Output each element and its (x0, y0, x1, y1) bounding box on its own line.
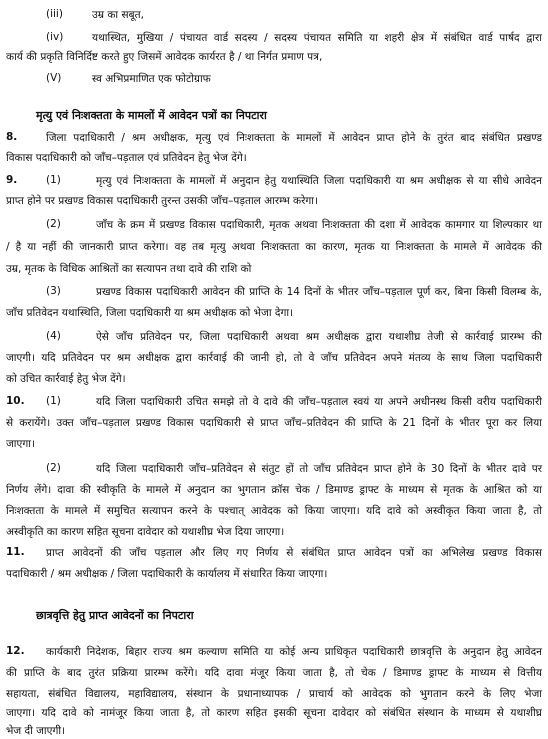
para-8-number: 8. (6, 131, 18, 143)
para-10-2-line-3: निःशक्तता के मामले में समुचित सत्यापन करने के पश्चात् आवेदक को किया जाएगा। यदि दावे को अस्वीकृत किया जाता है, तो (6, 505, 542, 517)
para-10-2-line-1: यदि जिला पदाधिकारी जाँच–प्रतिवेदन से संतुट हों तो जाँच प्रतिवेदन प्राप्त होने के 30 दिनों के भीतर दावे पर (96, 463, 542, 475)
para-9-2-line-1: जाँच के क्रम में प्रखण्ड विकास पदाधिकारी, मृतक अथवा निःशक्तता की दशा में आवेदक कामगार या शिल्पकार था (96, 219, 542, 231)
para-10-1-number: (1) (46, 395, 61, 407)
item-v-text: स्व अभिप्रमाणित एक फोटोग्राफ (92, 73, 211, 85)
para-10-1-line-1: यदि जिला पदाधिकारी उचित समझे तो वे दावे की जाँच–पड़ताल स्वयं या अपने अधीनस्थ किसी वरीय पदाधिकारी (96, 396, 542, 408)
para-12-line-1: कार्यकारी निदेशक, बिहार राज्य श्रम कल्याण समिति या कोई अन्य प्राधिकृत पदाधिकारी छात्रवृत्ति के अनुदान हेतु आवेदन (46, 646, 542, 658)
para-9-4-line-3: को उचित कार्रवाई हेतु भेज देंगे। (6, 373, 126, 385)
para-9-4-line-1: ऐसे जाँच प्रतिवेदन पर, जिला पदाधिकारी अथवा श्रम अधीक्षक द्वारा यथाशीघ्र तेजी से कार्रवाई प्रारम्भ की (96, 331, 542, 343)
para-9-2-number: (2) (46, 218, 61, 230)
para-10-1-line-2: से करायेंगे। उक्त जाँच–पड़ताल प्रखण्ड विकास पदाधिकारी से प्राप्त जाँच–प्रतिवेदन की प्राप्ति के 21 दिनों के भीतर पूरा कर लिया (6, 417, 542, 429)
para-11-line-2: पदाधिकारी / श्रम अधीक्षक / जिला पदाधिकारी के कार्यालय में संधारित किया जाएगा। (6, 568, 328, 580)
para-9-1-line-1: मृत्यु एवं निःशक्तता के मामलों में अनुदान हेतु यथास्थिति जिला पदाधिकारी या श्रम अधीक्षक से या सीधे आवेदन (96, 175, 542, 187)
para-10-number: 10. (6, 395, 25, 407)
para-12-line-5: भेज दी जाएगी। (6, 725, 66, 737)
para-9-4-line-2: जाएगी। यदि प्रतिवेदन पर श्रम अधीक्षक द्वारा कार्रवाई की जानी हो, तो वे जाँच प्रतिवेदन अपने मंतव्य के साथ जिला पदाधिकारी (6, 352, 542, 364)
item-iii-text: उम्र का सबूत, (92, 9, 144, 21)
para-9-1-line-2: प्राप्त होने पर प्रखण्ड विकास पदाधिकारी तुरन्त उसकी जाँच–पड़ताल आरम्भ करेगा। (6, 195, 319, 207)
para-11-line-1: प्राप्त आवेदनों की जाँच पड़ताल और लिए गए निर्णय से संबंधित प्राप्त आवेदन पत्रों का अभिलेख प्रखण्ड विकास (46, 547, 542, 559)
para-12-number: 12. (6, 645, 25, 657)
para-11-number: 11. (6, 546, 25, 558)
para-9-4-number: (4) (46, 330, 61, 342)
para-12-line-4: जाएगा। यदि दावे को नामंजूर किया जाता है, तो कारण सहित इसकी सूचना दावेदार को संबंधित संस्थान के माध्यम से यथाशीघ्र (6, 707, 542, 719)
para-9-3-line-1: प्रखण्ड विकास पदाधिकारी आवेदन की प्राप्ति के 14 दिनों के भीतर जाँच–पड़ताल पूर्ण कर, बिना किसी विलम्ब के, (96, 286, 542, 298)
item-iv-continuation: कार्य की प्रकृति विनिर्दिष्ट करते हुए जिसमें आवेदक कार्यरत है / था निर्गत प्रमाण पत्र, (6, 51, 323, 63)
para-12-line-3: सहायता, संबंधित विद्यालय, महाविद्यालय, संस्थान के प्रधानाध्यापक / प्राचार्य को आवेदक को भुगतान करने के लिए भेजा (6, 688, 542, 700)
para-9-number: 9. (6, 174, 18, 186)
item-iii-number: (iii) (46, 8, 63, 20)
item-iv-number: (iv) (46, 31, 64, 43)
para-12-line-2: की प्राप्ति के बाद तुरंत प्रक्रिया प्रारम्भ करेंगे। यदि दावा मंजूर किया जाता है, तो चेक / डिमाण्ड ड्राफ्ट के माध्यम से वित्तीय (6, 667, 542, 679)
para-8-line-2: विकास पदाधिकारी को जाँच–पड़ताल एवं प्रतिवेदन हेतु भेज देंगे। (6, 152, 247, 164)
para-9-2-line-3: उम्र, मृतक के विधिक आश्रितों का सत्यापन तथा दावे की राशि को (6, 263, 252, 275)
para-9-3-line-2: जाँच प्रतिवेदन यथास्थिति, जिला पदाधिकारी या श्रम अधीक्षक को भेजा देगा। (6, 307, 294, 319)
para-10-2-number: (2) (46, 462, 61, 474)
para-9-3-number: (3) (46, 285, 61, 297)
item-iv-text: यथास्थित, मुखिया / पंचायत वार्ड सदस्य / सदस्य पंचायत समिति या शहरी क्षेत्र में संबंधित वार्ड पार्षद द्वारा (92, 32, 542, 44)
para-8-line-1: जिला पदाधिकारी / श्रम अधीक्षक, मृत्यु एवं निःशक्तता के मामलों में आवेदन प्राप्त होने के तुरंत बाद संबंधित प्रखण्ड (46, 132, 542, 144)
item-v-number: (V) (46, 72, 62, 84)
para-10-2-line-4: अस्वीकृति का कारण सहित सूचना दावेदार को यथाशीघ्र भेज दिया जाएगा। (6, 526, 285, 538)
section-heading-death-disability: मृत्यु एवं निःशक्तता के मामलों में आवेदन पत्रों का निपटारा (36, 109, 267, 122)
section-heading-scholarship: छात्रवृत्ति हेतु प्राप्त आवेदनों का निपटारा (36, 609, 194, 622)
para-9-2-line-2: / है या नहीं की जानकारी प्राप्त करेगा। वह तब मृत्यु अथवा निःशक्तता का कारण, मृतक या निःशक्तता के मामले में आवेदक की (6, 241, 542, 253)
para-9-1-number: (1) (46, 174, 61, 186)
para-10-2-line-2: निर्णय लेंगे। दावा की स्वीकृति के मामले में अनुदान का भुगतान क्रॉस चेक / डिमाण्ड ड्राफ्ट के माध्यम से मृतक के आश्रित को या (6, 484, 542, 496)
para-10-1-line-3: जाएगा। (6, 438, 35, 450)
